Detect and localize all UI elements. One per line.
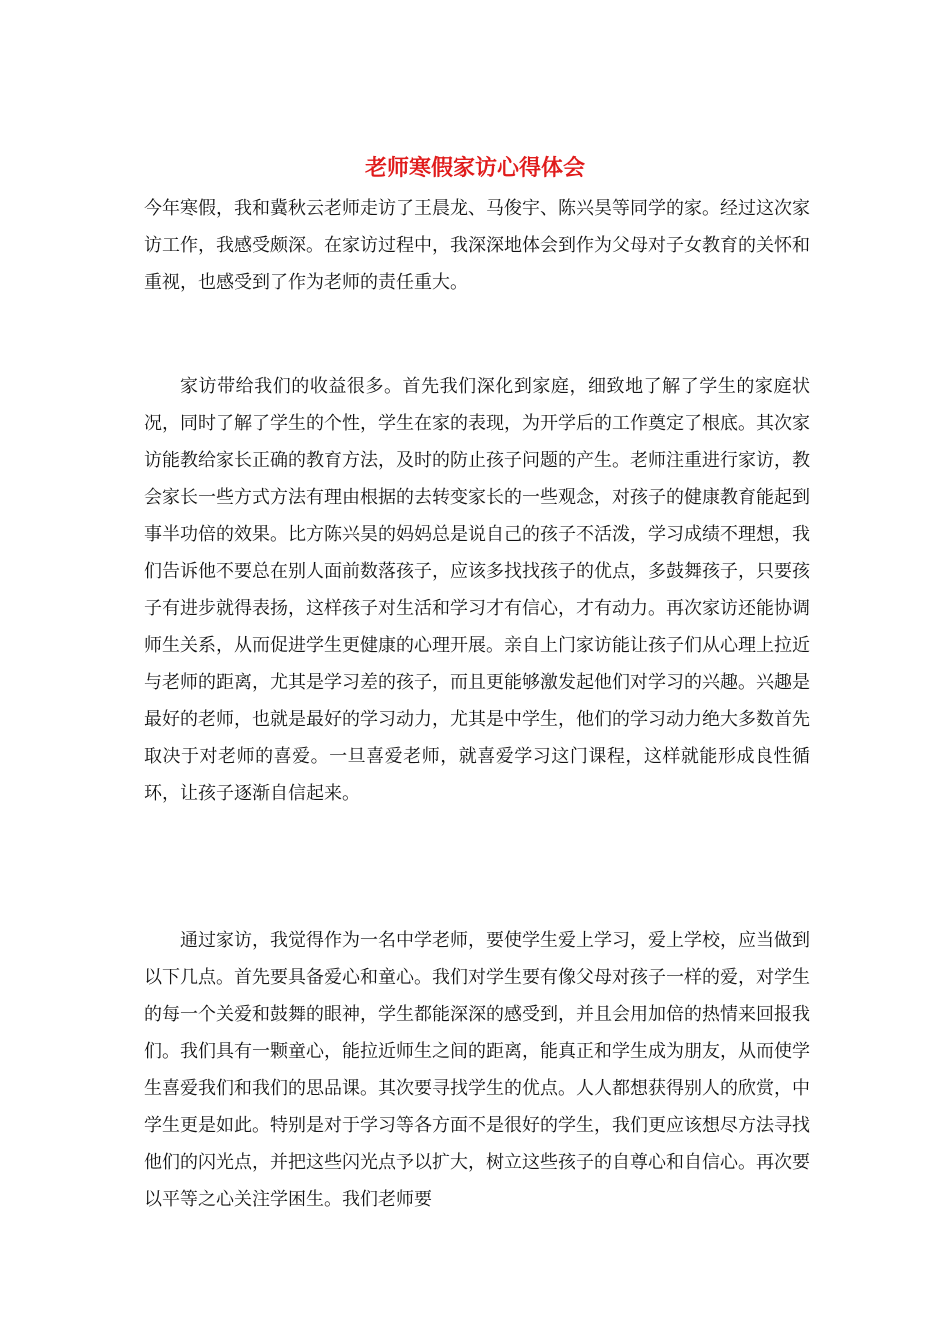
paragraph-reflections: 通过家访，我觉得作为一名中学老师，要使学生爱上学习，爱上学校，应当做到以下几点。首先要具备爱心和童心。我们对学生要有像父母对孩子一样的爱，对学生的每一个关爱和鼓舞的眼神，学生都能深深的感受到，并且会用加倍的热情来回报我们。我们具有一颗童心，能拉近师生之间的距离，能真正和学生成为朋友，从而使学生喜爱我们和我们的思品课。其次要寻找学生的优点。人人都想获得别人的欣赏，中学生更是如此。特别是对于学习等各方面不是很好的学生，我们更应该想尽方法寻找他们的闪光点，并把这些闪光点予以扩大，树立这些孩子的自尊心和自信心。再次要以平等之心关注学困生。我们老师要 [144, 930, 810, 1210]
paragraph-intro: 今年寒假，我和冀秋云老师走访了王晨龙、马俊宇、陈兴昊等同学的家。经过这次家访工作，我感受颇深。在家访过程中，我深深地体会到作为父母对子女教育的关怀和重视，也感受到了作为老师的责任重大。 [144, 198, 810, 293]
paragraph-benefits: 家访带给我们的收益很多。首先我们深化到家庭，细致地了解了学生的家庭状况，同时了解了学生的个性，学生在家的表现，为开学后的工作奠定了根底。其次家访能教给家长正确的教育方法，及时的防止孩子问题的产生。老师注重进行家访，教会家长一些方式方法有理由根据的去转变家长的一些观念，对孩子的健康教育能起到事半功倍的效果。比方陈兴昊的妈妈总是说自己的孩子不活泼，学习成绩不理想，我们告诉他不要总在别人面前数落孩子，应该多找找孩子的优点，多鼓舞孩子，只要孩子有进步就得表扬，这样孩子对生活和学习才有信心，才有动力。再次家访还能协调师生关系，从而促进学生更健康的心理开展。亲自上门家访能让孩子们从心理上拉近与老师的距离，尤其是学习差的孩子，而且更能够激发起他们对学习的兴趣。兴趣是最好的老师，也就是最好的学习动力，尤其是中学生，他们的学习动力绝大多数首先取决于对老师的喜爱。一旦喜爱老师，就喜爱学习这门课程，这样就能形成良性循环，让孩子逐渐自信起来。 [144, 376, 810, 804]
document-title: 老师寒假家访心得体会 [364, 155, 585, 181]
